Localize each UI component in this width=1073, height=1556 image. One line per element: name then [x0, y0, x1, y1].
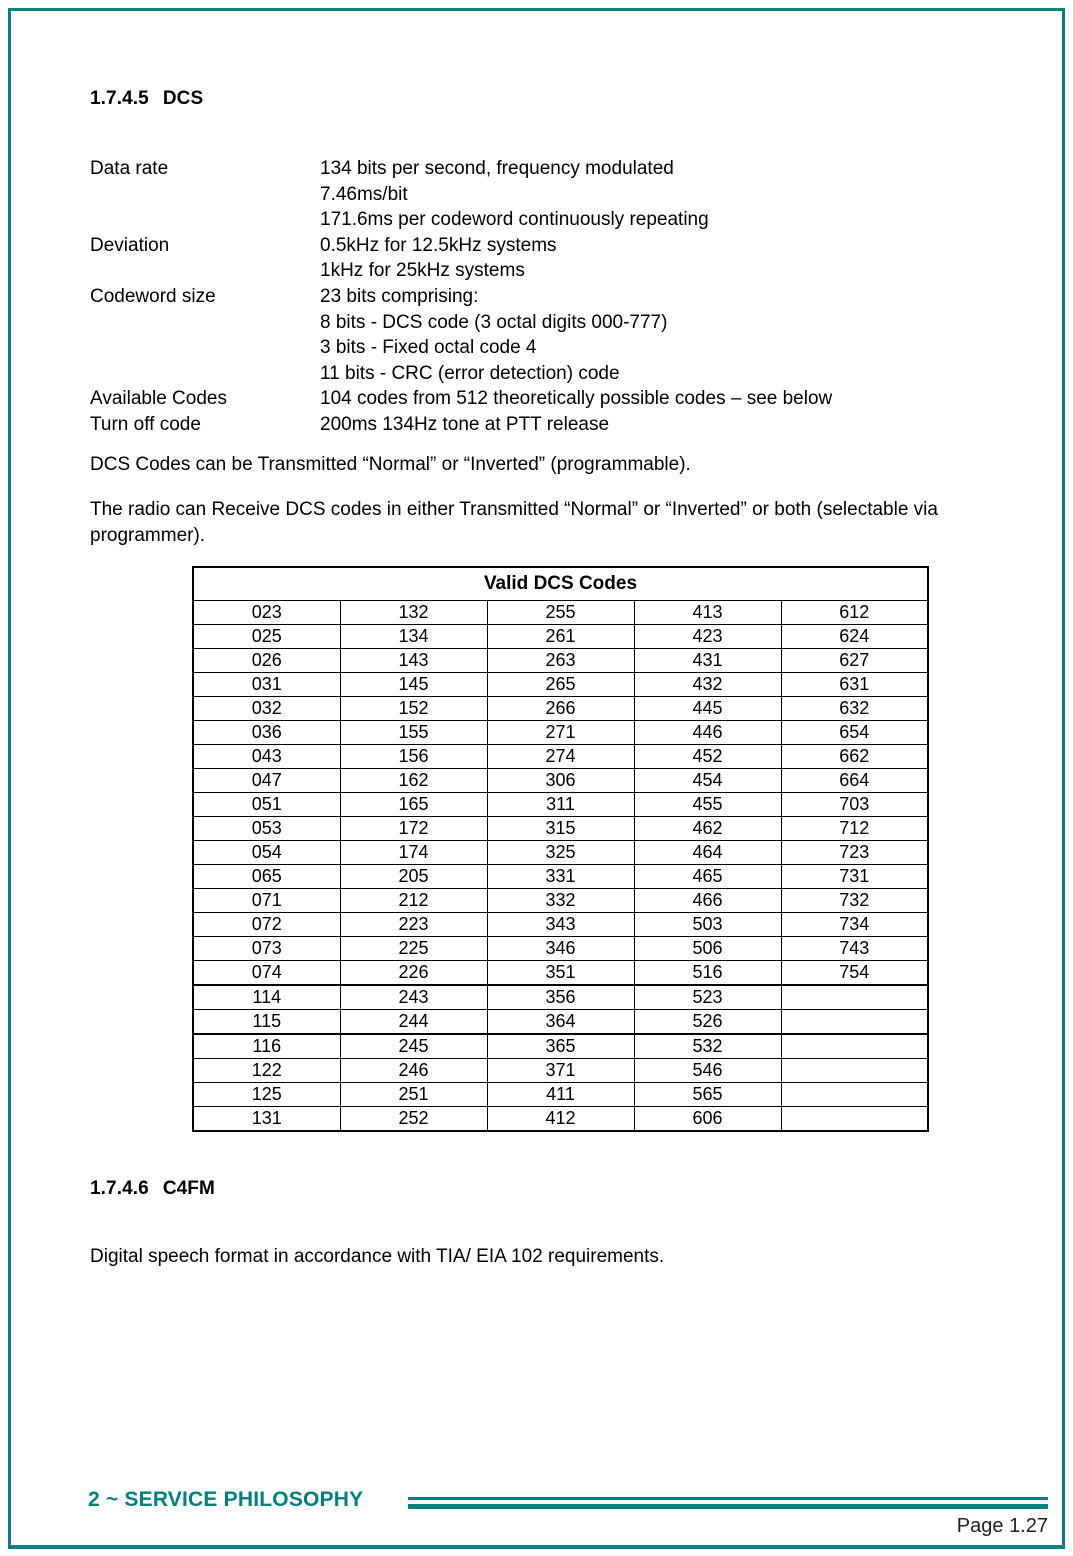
- table-cell: 632: [781, 697, 928, 721]
- table-cell: 225: [340, 937, 487, 961]
- table-cell: 245: [340, 1034, 487, 1059]
- spec-values: [320, 233, 970, 284]
- spec-value-line: 134 bits per second, frequency modulated: [320, 158, 674, 179]
- table-row: [193, 1083, 928, 1107]
- table-cell: 263: [487, 649, 634, 673]
- table-cell: 371: [487, 1059, 634, 1083]
- table-cell: 246: [340, 1059, 487, 1083]
- table-row: [193, 793, 928, 817]
- table-cell: 047: [193, 769, 340, 793]
- table-cell: 054: [193, 841, 340, 865]
- table-row: [193, 985, 928, 1010]
- table-cell: [781, 1010, 928, 1035]
- table-cell: 156: [340, 745, 487, 769]
- table-cell: 465: [634, 865, 781, 889]
- spec-value-line: 23 bits comprising:: [320, 285, 479, 307]
- table-cell: 244: [340, 1010, 487, 1035]
- table-cell: 051: [193, 793, 340, 817]
- table-row: [193, 913, 928, 937]
- table-cell: 122: [193, 1059, 340, 1083]
- table-row: [193, 601, 928, 625]
- footer-section-label: 2 ~ SERVICE PHILOSOPHY: [88, 1488, 364, 1511]
- valid-dcs-codes-table: [192, 566, 929, 1132]
- table-cell: 251: [340, 1083, 487, 1107]
- table-cell: 031: [193, 673, 340, 697]
- spec-row: [90, 386, 970, 412]
- table-row: [193, 1059, 928, 1083]
- table-cell: 723: [781, 841, 928, 865]
- spec-value-line: 8 bits - DCS code (3 octal digits 000-777): [320, 311, 668, 333]
- spec-label: Turn off code: [90, 413, 201, 435]
- table-row: [193, 937, 928, 961]
- table-cell: 265: [487, 673, 634, 697]
- table-cell: 631: [781, 673, 928, 697]
- table-cell: 274: [487, 745, 634, 769]
- spec-values: [320, 386, 970, 412]
- table-cell: [781, 1059, 928, 1083]
- table-row: [193, 1034, 928, 1059]
- table-cell: 664: [781, 769, 928, 793]
- table-body: [193, 601, 928, 1132]
- spec-value-line: 3 bits - Fixed octal code 4: [320, 337, 537, 359]
- table-row: [193, 889, 928, 913]
- spec-row: [90, 233, 970, 284]
- table-row: [193, 769, 928, 793]
- spec-value-line: 104 codes from 512 theoretically possible codes – see below: [320, 388, 833, 410]
- table-cell: 065: [193, 865, 340, 889]
- section-number-dcs: 1.7.4.5: [90, 88, 149, 109]
- table-cell: 134: [340, 625, 487, 649]
- spec-label: Available Codes: [90, 388, 227, 410]
- table-cell: 546: [634, 1059, 781, 1083]
- table-cell: [781, 1107, 928, 1132]
- table-cell: 043: [193, 745, 340, 769]
- table-cell: 532: [634, 1034, 781, 1059]
- table-cell: 212: [340, 889, 487, 913]
- table-cell: 411: [487, 1083, 634, 1107]
- table-cell: 162: [340, 769, 487, 793]
- table-title: Valid DCS Codes: [193, 567, 928, 601]
- paragraph-transmit-modes: DCS Codes can be Transmitted “Normal” or “Inverted” (programmable).: [90, 454, 691, 475]
- table-cell: 132: [340, 601, 487, 625]
- spec-value-line: 0.5kHz for 12.5kHz systems: [320, 234, 557, 256]
- table-cell: 332: [487, 889, 634, 913]
- table-cell: 325: [487, 841, 634, 865]
- table-cell: 255: [487, 601, 634, 625]
- table-cell: 243: [340, 985, 487, 1010]
- table-cell: 226: [340, 961, 487, 986]
- table-header-row: [193, 567, 928, 601]
- table-cell: 412: [487, 1107, 634, 1132]
- table-cell: 115: [193, 1010, 340, 1035]
- spec-row: [90, 412, 970, 438]
- table-row: [193, 1010, 928, 1035]
- table-row: [193, 721, 928, 745]
- table-cell: 565: [634, 1083, 781, 1107]
- table-row: [193, 817, 928, 841]
- table-cell: 143: [340, 649, 487, 673]
- table-cell: 205: [340, 865, 487, 889]
- table-cell: 131: [193, 1107, 340, 1132]
- table-cell: 445: [634, 697, 781, 721]
- table-cell: 462: [634, 817, 781, 841]
- table-cell: 432: [634, 673, 781, 697]
- table-cell: 712: [781, 817, 928, 841]
- spec-values: [320, 412, 970, 438]
- spec-values: [320, 284, 970, 386]
- table-cell: 464: [634, 841, 781, 865]
- table-cell: 346: [487, 937, 634, 961]
- footer-rule-thick: [408, 1504, 1048, 1509]
- section-heading-c4fm: [90, 1178, 215, 1200]
- table-cell: [781, 1083, 928, 1107]
- table-cell: 423: [634, 625, 781, 649]
- table-cell: 331: [487, 865, 634, 889]
- table-cell: 455: [634, 793, 781, 817]
- table-cell: 734: [781, 913, 928, 937]
- section-title-dcs: DCS: [162, 88, 204, 109]
- table-cell: 627: [781, 649, 928, 673]
- table-cell: 071: [193, 889, 340, 913]
- table-cell: 026: [193, 649, 340, 673]
- page-footer: [0, 1488, 1073, 1548]
- table-cell: 114: [193, 985, 340, 1010]
- table-cell: 261: [487, 625, 634, 649]
- page-number: Page 1.27: [956, 1515, 1048, 1537]
- paragraph-receive-modes: The radio can Receive DCS codes in either Transmitted “Normal” or “Inverted” or both (selectable via programmer).: [90, 499, 938, 546]
- table-cell: 606: [634, 1107, 781, 1132]
- paragraph-c4fm-body: Digital speech format in accordance with TIA/ EIA 102 requirements.: [90, 1246, 665, 1267]
- footer-rule-thin: [408, 1497, 1048, 1500]
- table-cell: 023: [193, 601, 340, 625]
- table-cell: 074: [193, 961, 340, 986]
- table-cell: [781, 985, 928, 1010]
- table-cell: 446: [634, 721, 781, 745]
- spec-label: Codeword size: [90, 285, 216, 307]
- table-cell: 174: [340, 841, 487, 865]
- table-row: [193, 625, 928, 649]
- table-cell: 343: [487, 913, 634, 937]
- spec-values: [320, 156, 970, 233]
- table-cell: 053: [193, 817, 340, 841]
- page-border-top: [8, 8, 1065, 11]
- table-row: [193, 841, 928, 865]
- spec-value-line: 200ms 134Hz tone at PTT release: [320, 413, 610, 435]
- spec-value-line: 1kHz for 25kHz systems: [320, 260, 525, 282]
- table-cell: 516: [634, 961, 781, 986]
- page-border-right: [1062, 8, 1065, 1548]
- table-cell: 351: [487, 961, 634, 986]
- table-cell: 624: [781, 625, 928, 649]
- spec-label: Data rate: [90, 158, 169, 179]
- table-cell: 523: [634, 985, 781, 1010]
- table-cell: 125: [193, 1083, 340, 1107]
- table-row: [193, 745, 928, 769]
- table-cell: 743: [781, 937, 928, 961]
- table-row: [193, 865, 928, 889]
- table-cell: 754: [781, 961, 928, 986]
- table-cell: 306: [487, 769, 634, 793]
- table-row: [193, 1107, 928, 1132]
- table-cell: 145: [340, 673, 487, 697]
- table-cell: 152: [340, 697, 487, 721]
- spec-value-line: 171.6ms per codeword continuously repeating: [320, 209, 709, 231]
- valid-dcs-codes-table-wrapper: [192, 566, 929, 1132]
- table-cell: 311: [487, 793, 634, 817]
- spec-row: [90, 156, 970, 233]
- table-cell: 431: [634, 649, 781, 673]
- table-cell: 223: [340, 913, 487, 937]
- page-border-left: [8, 8, 11, 1548]
- table-cell: 503: [634, 913, 781, 937]
- table-cell: [781, 1034, 928, 1059]
- table-cell: 526: [634, 1010, 781, 1035]
- table-cell: 365: [487, 1034, 634, 1059]
- table-cell: 073: [193, 937, 340, 961]
- table-cell: 266: [487, 697, 634, 721]
- table-cell: 025: [193, 625, 340, 649]
- dcs-specification-list: [90, 156, 970, 438]
- table-cell: 732: [781, 889, 928, 913]
- spec-value-line: 11 bits - CRC (error detection) code: [320, 362, 620, 384]
- table-cell: 315: [487, 817, 634, 841]
- section-title-c4fm: C4FM: [162, 1178, 215, 1199]
- section-heading-dcs: [90, 88, 203, 110]
- table-cell: 155: [340, 721, 487, 745]
- table-row: [193, 961, 928, 986]
- table-cell: 165: [340, 793, 487, 817]
- table-cell: 271: [487, 721, 634, 745]
- table-row: [193, 649, 928, 673]
- table-row: [193, 697, 928, 721]
- table-cell: 612: [781, 601, 928, 625]
- table-cell: 356: [487, 985, 634, 1010]
- table-cell: 036: [193, 721, 340, 745]
- table-cell: 364: [487, 1010, 634, 1035]
- table-cell: 466: [634, 889, 781, 913]
- table-cell: 662: [781, 745, 928, 769]
- table-cell: 116: [193, 1034, 340, 1059]
- table-cell: 252: [340, 1107, 487, 1132]
- spec-row: [90, 284, 970, 386]
- table-cell: 172: [340, 817, 487, 841]
- table-cell: 703: [781, 793, 928, 817]
- table-cell: 506: [634, 937, 781, 961]
- table-cell: 454: [634, 769, 781, 793]
- table-cell: 731: [781, 865, 928, 889]
- table-cell: 032: [193, 697, 340, 721]
- table-cell: 413: [634, 601, 781, 625]
- table-cell: 072: [193, 913, 340, 937]
- table-cell: 452: [634, 745, 781, 769]
- spec-value-line: 7.46ms/bit: [320, 183, 408, 205]
- spec-label: Deviation: [90, 234, 170, 256]
- table-row: [193, 673, 928, 697]
- section-number-c4fm: 1.7.4.6: [90, 1178, 149, 1199]
- table-cell: 654: [781, 721, 928, 745]
